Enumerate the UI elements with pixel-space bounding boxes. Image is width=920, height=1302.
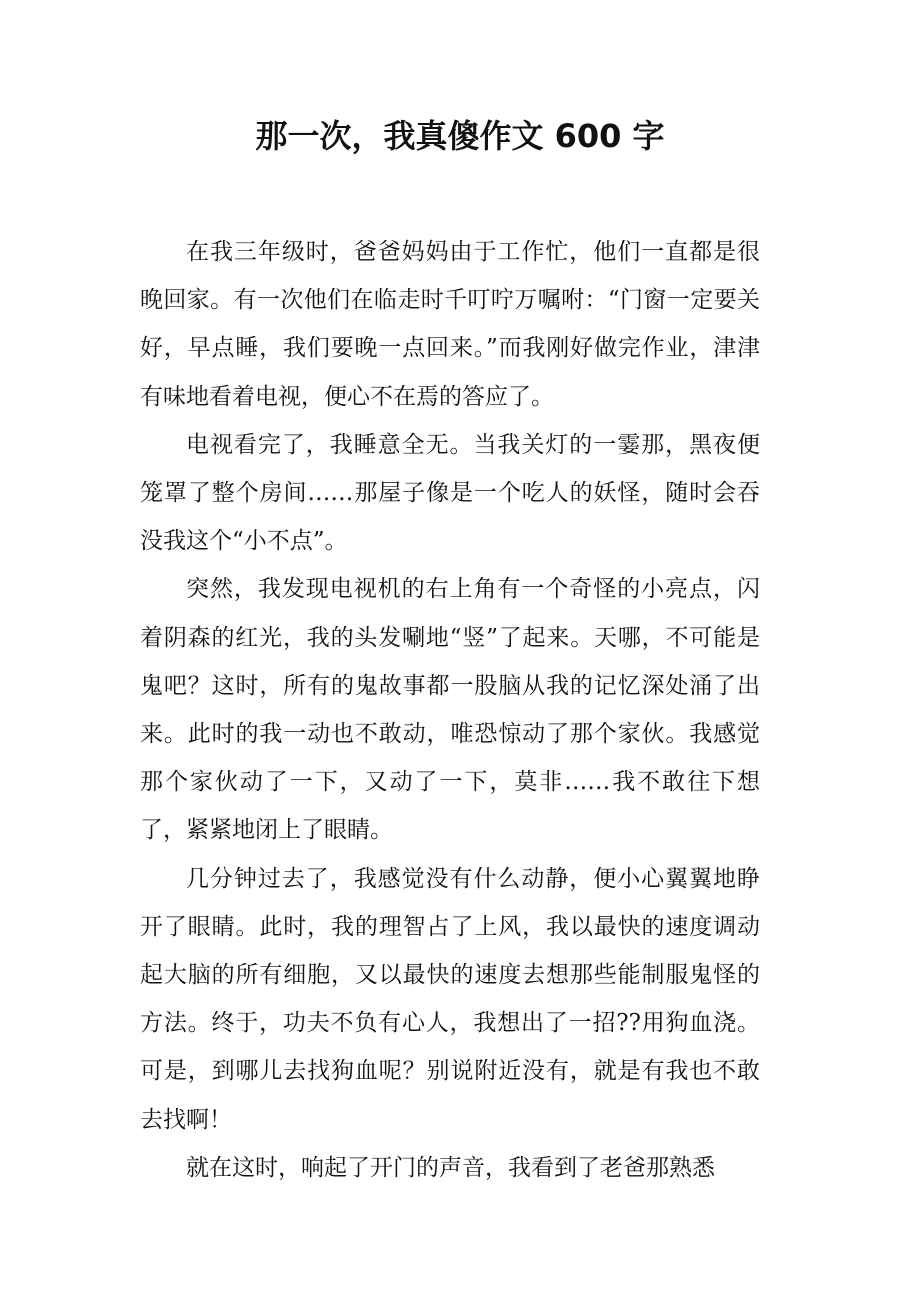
paragraph: 几分钟过去了，我感觉没有什么动静，便小心翼翼地睁开了眼睛。此时，我的理智占了上风，我以最快的速度调动起大脑的所有细胞，又以最快的速度去想那些能制服鬼怪的方法。终于，功夫不负有心人，我想出了一招??用狗血浇。可是，到哪儿去找狗血呢？别说附近没有，就是有我也不敢去找啊！: [140, 865, 760, 1133]
paragraph: 突然，我发现电视机的右上角有一个奇怪的小亮点，闪着阴森的红光，我的头发唰地“竖”了起来。天哪，不可能是鬼吧？这时，所有的鬼故事都一股脑从我的记忆深处涌了出来。此时的我一动也不敢动，唯恐惊动了那个家伙。我感觉那个家伙动了一下，又动了一下，莫非……我不敢往下想了，紧紧地闭上了眼睛。: [140, 576, 760, 844]
page-title: 那一次，我真傻作文 600 字: [255, 117, 665, 155]
paragraph: 在我三年级时，爸爸妈妈由于工作忙，他们一直都是很晚回家。有一次他们在临走时千叮咛万嘱咐：“门窗一定要关好，早点睡，我们要晚一点回来。”而我刚好做完作业，津津有味地看着电视，便心不在焉的答应了。: [140, 239, 760, 410]
paragraph: 就在这时，响起了开门的声音，我看到了老爸那熟悉: [186, 1154, 715, 1181]
article-body: [140, 228, 760, 1192]
paragraph: 电视看完了，我睡意全无。当我关灯的一霎那，黑夜便笼罩了整个房间……那屋子像是一个吃人的妖怪，随时会吞没我这个“小不点”。: [140, 431, 760, 555]
